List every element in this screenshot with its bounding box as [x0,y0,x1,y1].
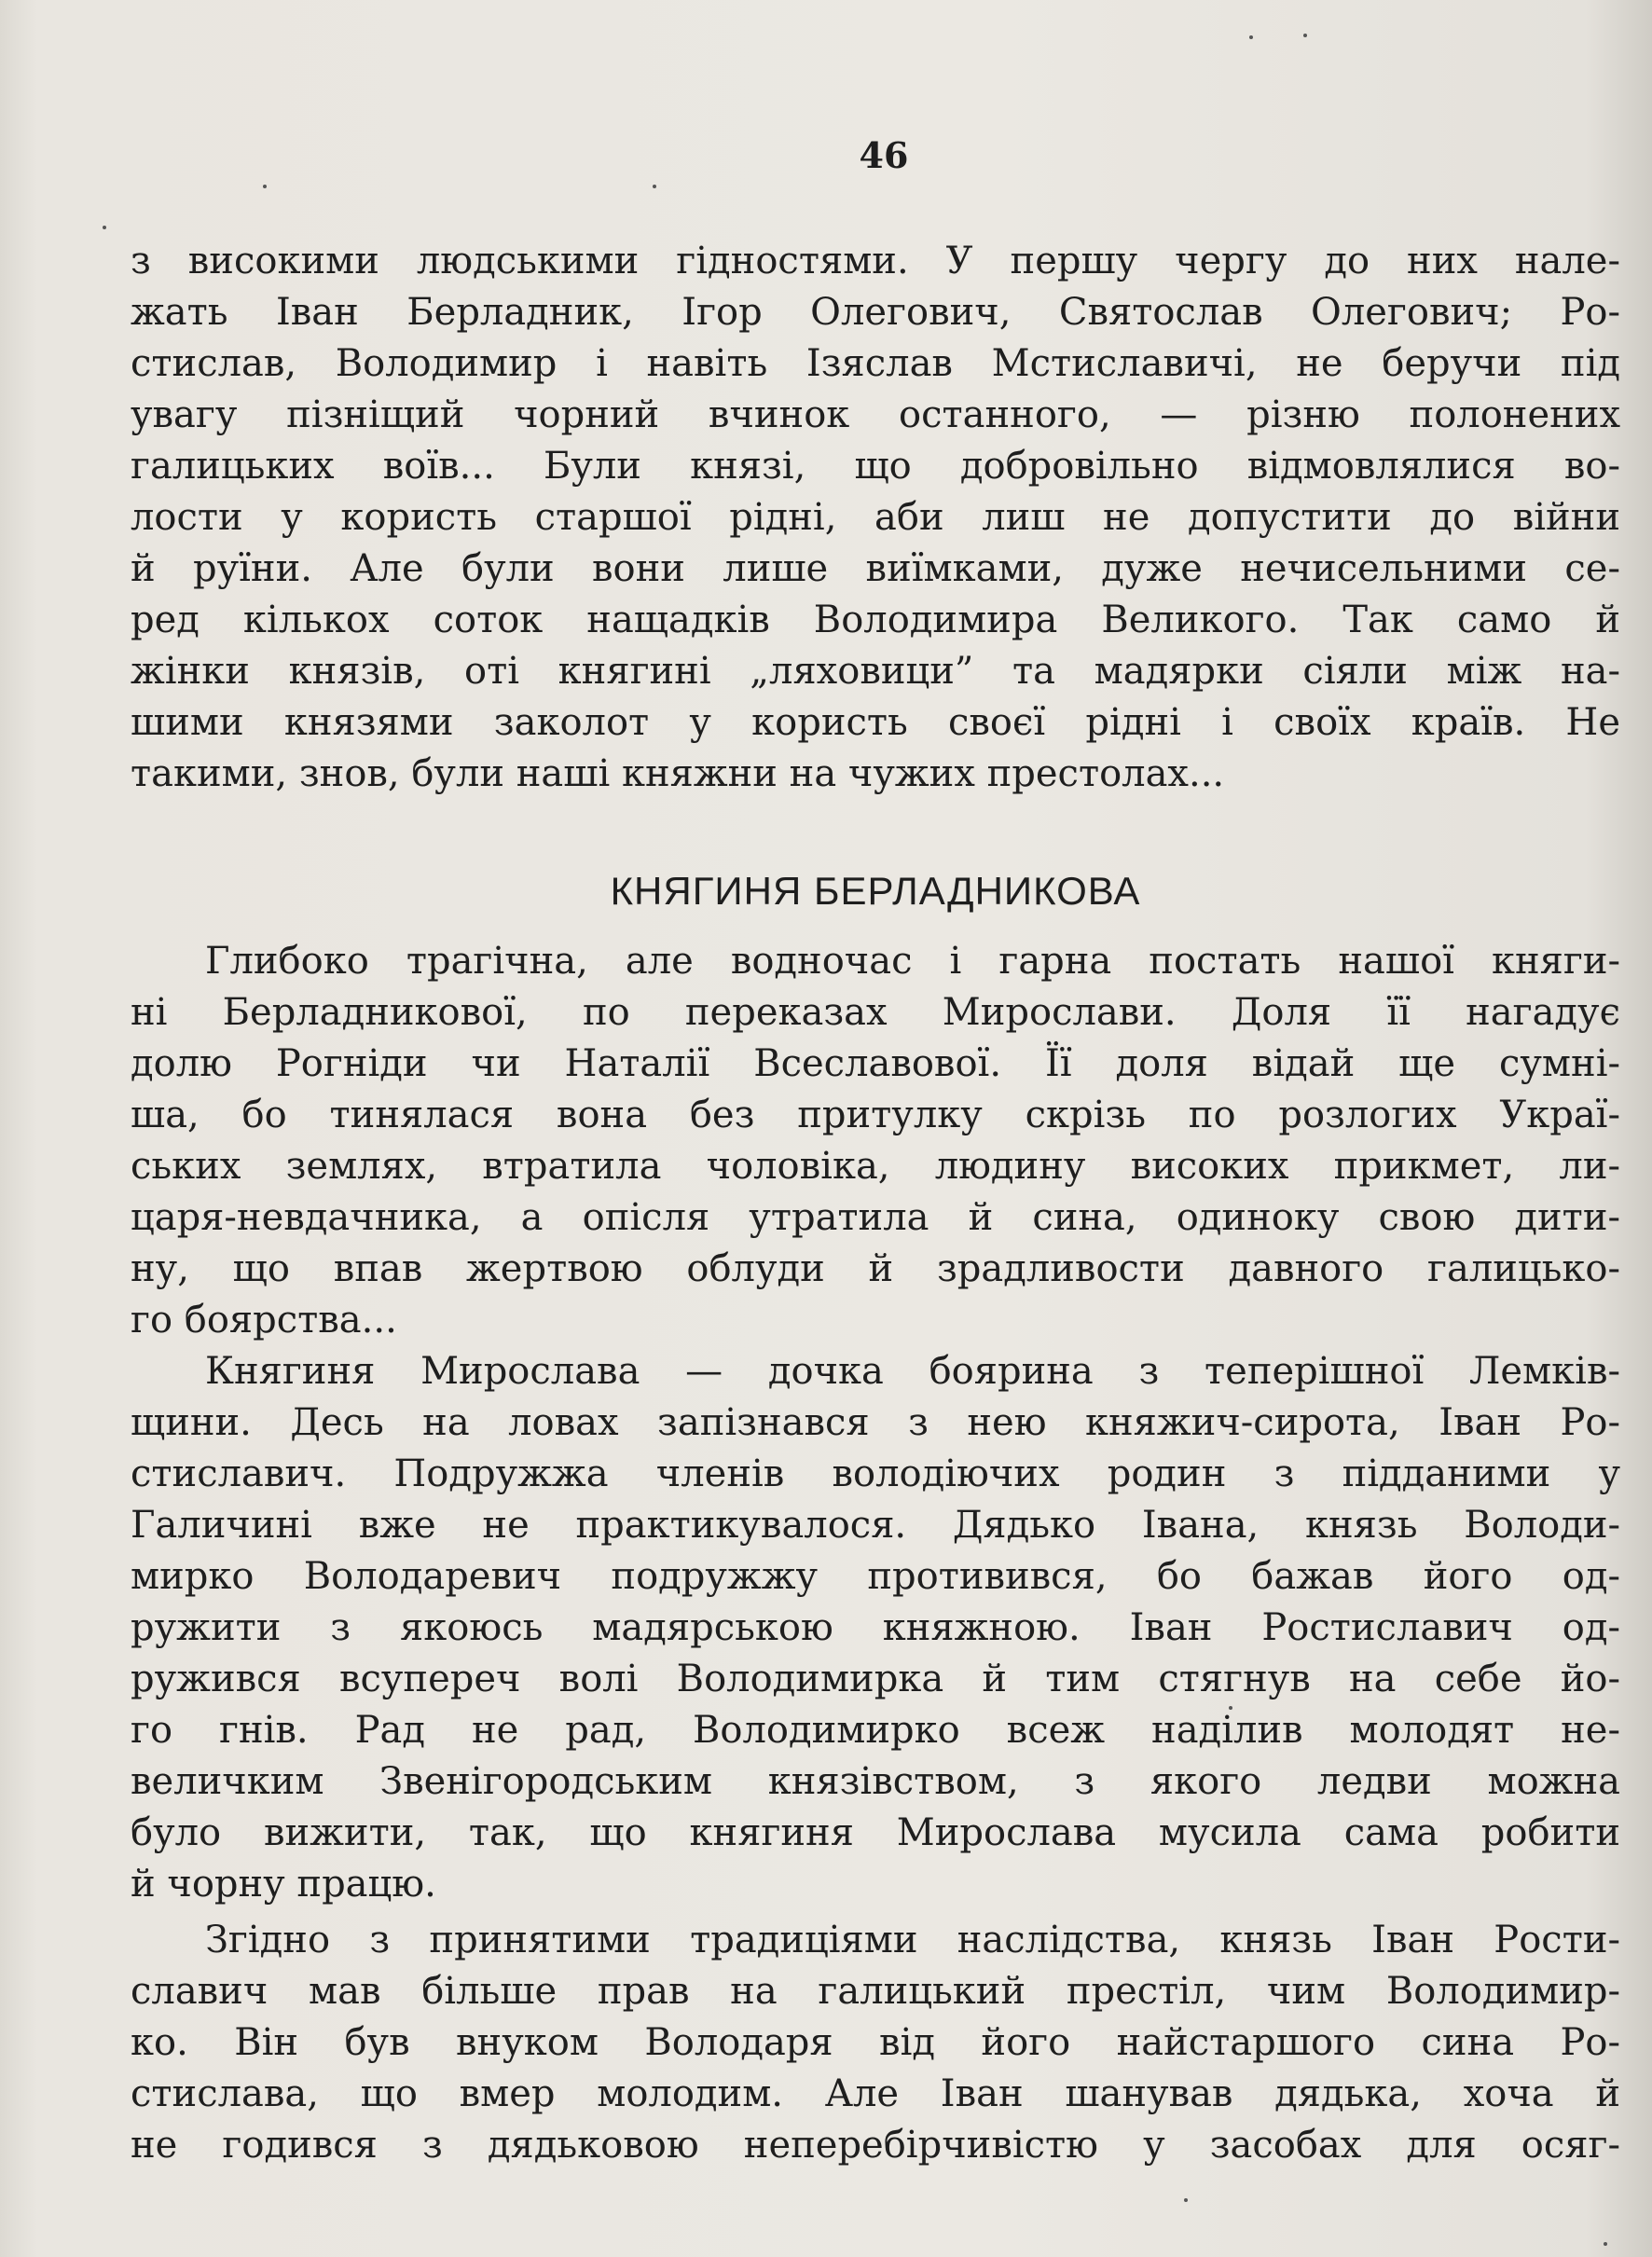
text-line: царя-невдачника, а опісля утратила й сина, одиноку свою дити- [131,1196,1620,1239]
text-line: було вижити, так, що княгиня Мирослава мусила сама робити [131,1811,1620,1854]
text-line: го боярства... [131,1299,397,1342]
text-line: Згідно з принятими традиціями наслідства, князь Іван Рости- [205,1919,1620,1961]
text-line: ша, бо тинялася вона без притулку скрізь по розлогих Украї- [131,1094,1620,1136]
text-line: не годився з дядьковою неперебірчивістю у засобах для осяг- [131,2124,1620,2167]
text-line: жінки князів, оті княгині „ляховици” та мадярки сіяли між на- [131,650,1620,693]
text-line: й руїни. Але були вони лише виїмками, дуже нечисельними се- [131,547,1620,590]
text-line: Галичині вже не практикувалося. Дядько Івана, князь Володи- [131,1504,1620,1547]
text-line: й чорну працю. [131,1863,436,1906]
text-line: величким Звенігородським князівством, з якого ледви можна [131,1760,1620,1803]
text-line: такими, знов, були наші княжни на чужих престолах... [131,752,1225,795]
intro-paragraph [131,236,1620,800]
text-line: ружити з якоюсь мадярською княжною. Іван Ростиславич од- [131,1606,1620,1649]
section-paragraph-3 [131,1915,1620,2171]
text-line: ну, що впав жертвою облуди й зрадливости давного галицько- [131,1247,1620,1290]
text-line: ко. Він був внуком Володаря від його найстаршого сина Ро- [131,2021,1620,2064]
text-line: Глибоко трагічна, але водночас і гарна постать нашої княги- [205,940,1620,983]
text-line: ні Берладникової, по переказах Мирослави. Доля її нагадує [131,991,1620,1034]
text-line: ських землях, втратила чоловіка, людину високих прикмет, ли- [131,1145,1620,1188]
text-line: славич мав більше прав на галицький престіл, чим Володимир- [131,1970,1620,2013]
text-line: галицьких воїв... Були князі, що добровільно відмовлялися во- [131,445,1620,488]
text-line: ред кількох соток нащадків Володимира Великого. Так само й [131,599,1620,641]
text-line: долю Рогніди чи Наталії Всеславової. Її доля відай ще сумні- [131,1042,1620,1085]
text-line: шими князями заколот у користь своєї рідні і своїх країв. Не [131,701,1620,744]
text-line: з високими людськими гідностями. У першу чергу до них нале- [131,240,1620,282]
text-line: увагу пізніщий чорний вчинок останного, — різню полонених [131,393,1620,436]
page-number: 46 [859,134,909,176]
text-line: стислав, Володимир і навіть Ізяслав Мстиславичі, не беручи під [131,342,1620,385]
section-heading: КНЯГИНЯ БЕРЛАДНИКОВА [610,869,1141,913]
text-line: щини. Десь на ловах запізнався з нею княжич-сирота, Іван Ро- [131,1401,1620,1444]
text-line: лости у користь старшої рідні, аби лиш не допустити до війни [131,496,1620,539]
text-line: стиславич. Подружжа членів володіючих родин з підданими у [131,1452,1620,1495]
text-line: мирко Володаревич подружжу противився, бо бажав його од- [131,1555,1620,1598]
text-line: Княгиня Мирослава — дочка боярина з теперішної Лемків- [205,1350,1620,1393]
section-paragraph-2 [131,1346,1620,1910]
section-paragraph-1 [131,936,1620,1346]
text-line: жать Іван Берладник, Ігор Олегович, Святослав Олегович; Ро- [131,291,1620,334]
text-line: ружився всупереч волі Володимирка й тим стягнув на себе йо- [131,1658,1620,1700]
text-line: го гнів. Рад не рад, Володимирко всеж наділив молодят не- [131,1709,1620,1752]
text-line: стислава, що вмер молодим. Але Іван шанував дядька, хоча й [131,2072,1620,2115]
